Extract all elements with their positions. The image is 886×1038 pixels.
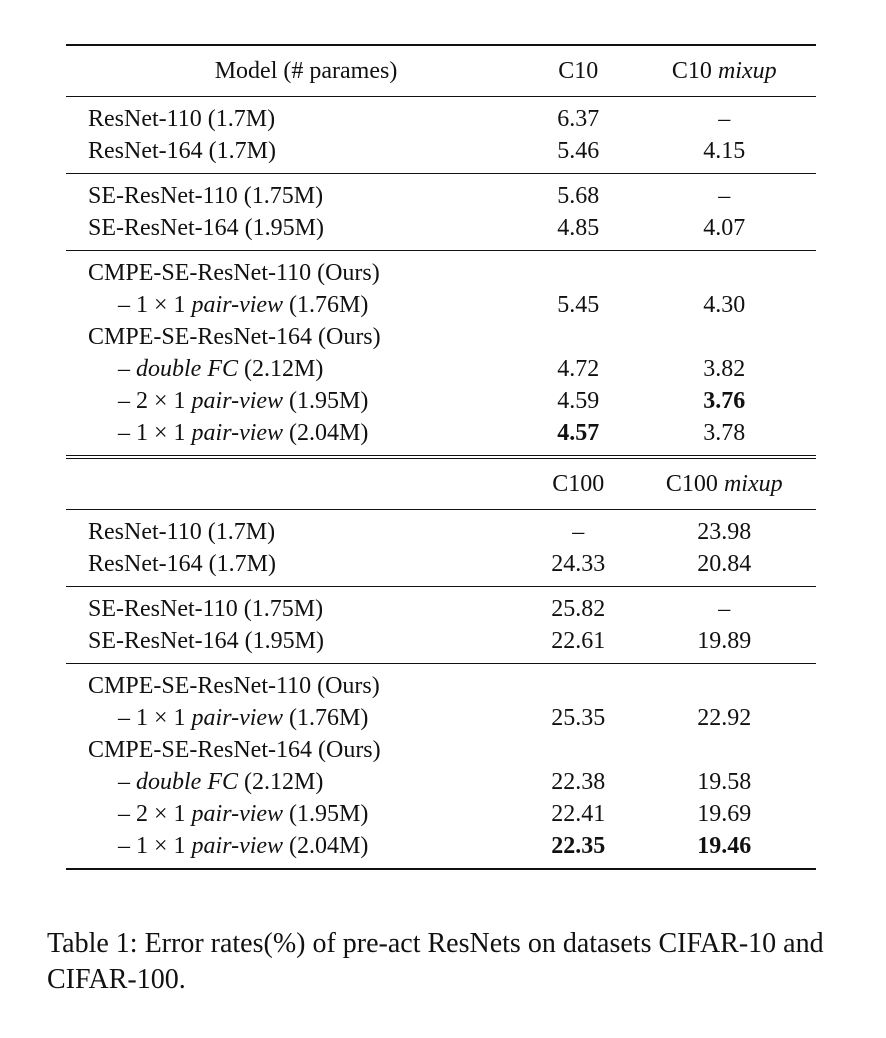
italic-term: double FC: [136, 769, 238, 795]
table-row: [66, 289, 816, 321]
error-rate-cell: 22.38: [551, 769, 606, 795]
error-rate-cell: 25.35: [551, 705, 606, 731]
error-rate-cell: 22.41: [551, 801, 606, 827]
error-rate-cell: –: [524, 510, 632, 549]
header-row: [66, 457, 816, 510]
table-row: [66, 417, 816, 457]
model-name-cell: SE-ResNet-110 (1.75M): [66, 587, 524, 626]
model-name-cell: ResNet-164 (1.7M): [88, 551, 276, 577]
header-model: [66, 457, 524, 510]
model-name-cell: – 1 × 1 pair-view (1.76M): [118, 705, 369, 731]
model-name-cell: – 1 × 1 pair-view (2.04M): [66, 830, 524, 869]
table-row: [66, 510, 816, 549]
model-name-cell: SE-ResNet-164 (1.95M): [88, 628, 324, 654]
error-rate-mixup-cell: [633, 251, 816, 290]
italic-term: pair-view: [191, 801, 284, 827]
error-rate-cell: 6.37: [524, 97, 632, 136]
error-rate-cell: 25.82: [524, 587, 632, 626]
error-rate-cell: [524, 251, 632, 290]
model-name-cell: CMPE-SE-ResNet-110 (Ours): [66, 664, 524, 703]
italic-term: mixup: [723, 471, 783, 497]
italic-term: pair-view: [191, 292, 284, 318]
table-row: [66, 798, 816, 830]
header-dataset: C100: [552, 471, 605, 497]
italic-term: pair-view: [191, 705, 284, 731]
table-row: [66, 625, 816, 664]
error-rate-table: [66, 44, 816, 870]
error-rate-cell: 22.35: [524, 830, 632, 869]
error-rate-cell: 5.46: [557, 138, 600, 164]
error-rate-mixup-cell: [633, 734, 816, 766]
model-name-cell: CMPE-SE-ResNet-164 (Ours): [88, 324, 381, 350]
error-rate-mixup-cell: –: [633, 587, 816, 626]
error-rate-mixup-cell: –: [633, 97, 816, 136]
model-name-cell: ResNet-110 (1.7M): [66, 97, 524, 136]
italic-term: mixup: [717, 58, 777, 84]
model-name-cell: SE-ResNet-110 (1.75M): [66, 174, 524, 213]
model-name-cell: – double FC (2.12M): [118, 356, 324, 382]
error-rate-cell: [524, 321, 632, 353]
table-row: [66, 766, 816, 798]
error-rate-mixup-cell: 19.46: [633, 830, 816, 869]
error-rate-mixup-cell: [633, 321, 816, 353]
table-row: [66, 353, 816, 385]
error-rate-mixup-cell: 4.07: [703, 215, 746, 241]
error-rate-mixup-cell: 4.30: [703, 292, 746, 318]
error-rate-mixup-cell: 22.92: [697, 705, 752, 731]
table-row: [66, 135, 816, 174]
model-name-cell: – 1 × 1 pair-view (1.76M): [118, 292, 369, 318]
error-rate-cell: 5.68: [524, 174, 632, 213]
table-caption: Table 1: Error rates(%) of pre-act ResNets on datasets CIFAR-10 and CIFAR-100.: [47, 928, 824, 995]
error-rate-mixup-cell: 3.76: [703, 388, 746, 414]
error-rate-mixup-cell: 4.15: [703, 138, 746, 164]
header-model: Model (# parames): [66, 45, 524, 97]
table-row: [66, 321, 816, 353]
results-table: [66, 44, 816, 870]
model-name-cell: – 2 × 1 pair-view (1.95M): [118, 801, 369, 827]
model-name-cell: – double FC (2.12M): [118, 769, 324, 795]
error-rate-mixup-cell: 19.58: [697, 769, 752, 795]
table-row: [66, 97, 816, 136]
model-name-cell: CMPE-SE-ResNet-110 (Ours): [66, 251, 524, 290]
error-rate-mixup-cell: 20.84: [697, 551, 752, 577]
error-rate-cell: 4.57: [524, 417, 632, 457]
header-dataset-mixup: C100 mixup: [665, 471, 783, 497]
error-rate-cell: 4.85: [557, 215, 600, 241]
table-row: [66, 830, 816, 869]
table-row: [66, 385, 816, 417]
error-rate-mixup-cell: 23.98: [633, 510, 816, 549]
table-row: [66, 212, 816, 251]
error-rate-cell: [524, 734, 632, 766]
error-rate-mixup-cell: 19.89: [697, 628, 752, 654]
model-name-cell: – 1 × 1 pair-view (2.04M): [66, 417, 524, 457]
table-row: [66, 734, 816, 766]
model-name-cell: ResNet-164 (1.7M): [88, 138, 276, 164]
model-name-cell: – 2 × 1 pair-view (1.95M): [118, 388, 369, 414]
header-dataset-mixup: C10 mixup: [633, 45, 816, 97]
model-name-cell: ResNet-110 (1.7M): [66, 510, 524, 549]
header-dataset: C10: [524, 45, 632, 97]
error-rate-cell: [524, 664, 632, 703]
error-rate-cell: 4.72: [557, 356, 600, 382]
error-rate-mixup-cell: 19.69: [697, 801, 752, 827]
error-rate-mixup-cell: 3.82: [703, 356, 746, 382]
error-rate-cell: 4.59: [557, 388, 600, 414]
table-row: [66, 587, 816, 626]
italic-term: pair-view: [191, 833, 284, 859]
table-row: [66, 174, 816, 213]
error-rate-mixup-cell: 3.78: [633, 417, 816, 457]
italic-term: double FC: [136, 356, 238, 382]
italic-term: pair-view: [191, 420, 284, 446]
table-row: [66, 548, 816, 587]
error-rate-cell: 5.45: [557, 292, 600, 318]
italic-term: pair-view: [191, 388, 284, 414]
table-row: [66, 664, 816, 703]
error-rate-cell: 22.61: [551, 628, 606, 654]
error-rate-mixup-cell: [633, 664, 816, 703]
header-row: [66, 45, 816, 97]
model-name-cell: CMPE-SE-ResNet-164 (Ours): [88, 737, 381, 763]
table-row: [66, 251, 816, 290]
model-name-cell: SE-ResNet-164 (1.95M): [88, 215, 324, 241]
error-rate-cell: 24.33: [551, 551, 606, 577]
error-rate-mixup-cell: –: [633, 174, 816, 213]
table-row: [66, 702, 816, 734]
